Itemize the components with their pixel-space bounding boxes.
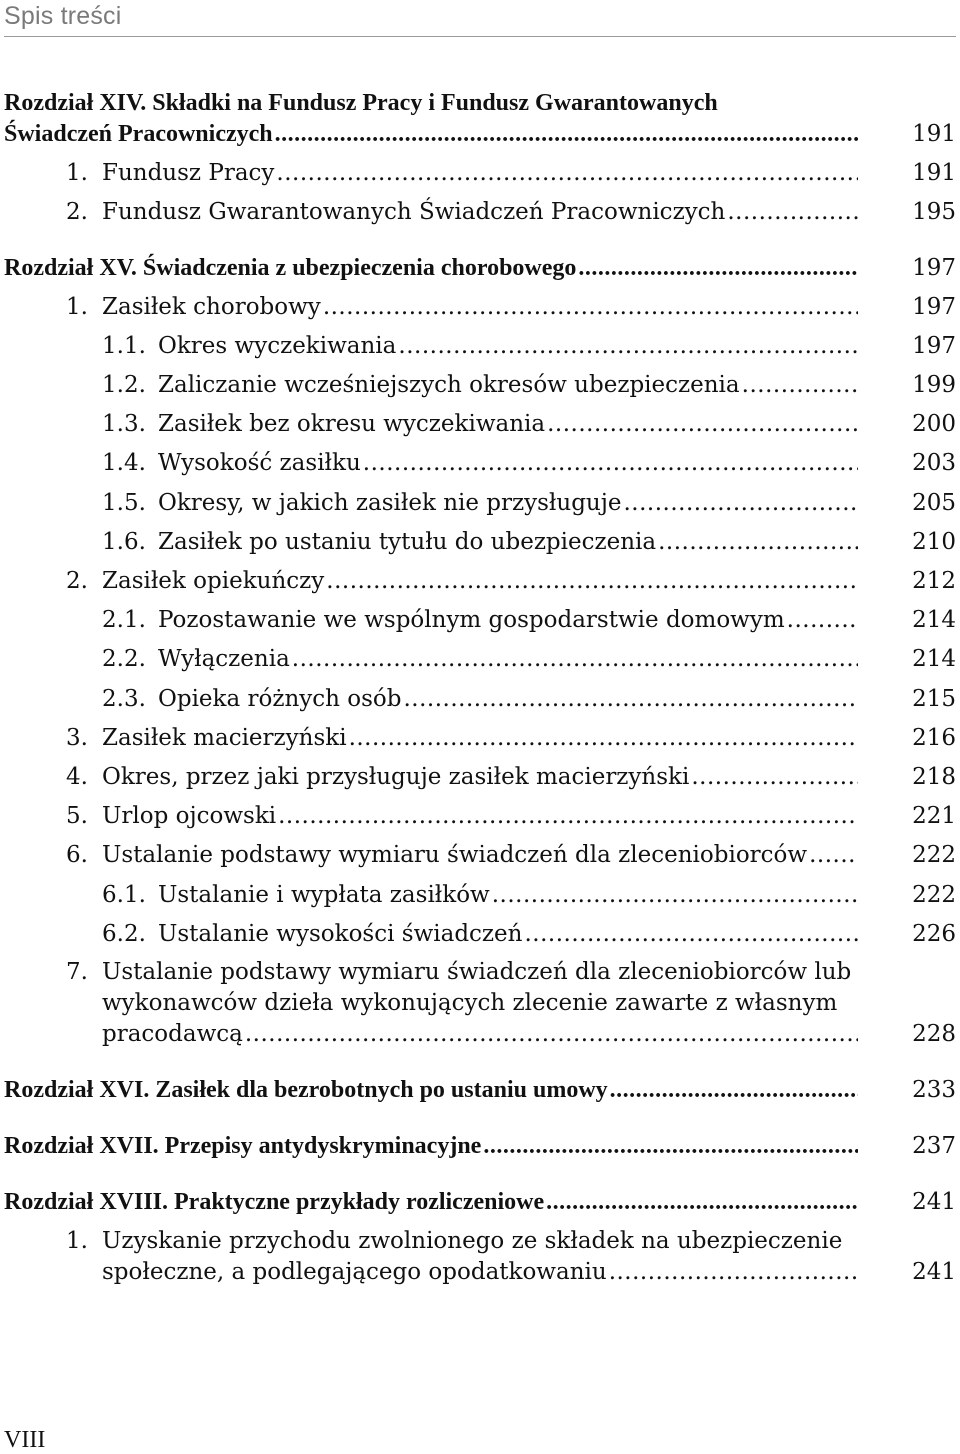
toc-entry-title: Świadczeń Pracowniczych [4,121,273,147]
toc-page-number: 214 [912,646,956,672]
toc-dot-leader [578,253,858,283]
toc-entry-title: Rozdział XVIII. Praktyczne przykłady rozliczeniowe [4,1189,545,1215]
toc-dot-leader [609,1257,858,1287]
toc-entry-title: Zasiłek opiekuńczy [102,568,325,594]
toc-dot-leader [524,919,858,949]
toc-page-number: 241 [912,1189,956,1215]
toc-dot-leader [326,566,858,596]
toc-entry-number: 5. [66,803,88,829]
toc-entry-title: wykonawców dzieła wykonujących zlecenie zawarte z własnym [102,990,838,1016]
toc-page-number: 215 [912,686,956,712]
toc-entry-number: 1.6. [102,529,146,555]
toc-entry-title: Rozdział XIV. Składki na Fundusz Pracy i Fundusz Gwarantowanych [4,90,718,116]
toc-entry-title: Opieka różnych osób [158,686,402,712]
toc-entry-title: Rozdział XVII. Przepisy antydyskryminacyjne [4,1133,482,1159]
toc-entry-number: 1.5. [102,490,146,516]
header-rule [4,36,956,37]
page-header-title: Spis treści [4,2,122,30]
toc-dot-leader [363,448,858,478]
toc-page-number: 210 [912,529,956,555]
toc-entry-number: 1. [66,1228,88,1254]
toc-entry-number: 1. [66,160,88,186]
toc-dot-leader [547,409,858,439]
toc-dot-leader [623,488,858,518]
toc-dot-leader [610,1075,858,1105]
toc-dot-leader [546,1187,858,1217]
toc-entry-title: Wyłączenia [158,646,290,672]
toc-page-number: 222 [912,842,956,868]
toc-entry-title: Pozostawanie we wspólnym gospodarstwie domowym [158,607,785,633]
toc-entry-title: Rozdział XV. Świadczenia z ubezpieczenia chorobowego [4,255,577,281]
toc-dot-leader [323,292,858,322]
toc-entry-number: 2. [66,199,88,225]
toc-entry-title: Ustalanie wysokości świadczeń [158,921,523,947]
toc-entry-title: pracodawcą [102,1021,243,1047]
toc-dot-leader [787,605,858,635]
toc-entry-title: Ustalanie podstawy wymiaru świadczeń dla zleceniobiorców lub [102,959,852,985]
toc-page-number: 214 [912,607,956,633]
toc-dot-leader [275,119,858,149]
toc-entry-number: 4. [66,764,88,790]
toc-dot-leader [278,801,858,831]
toc-page-number: 205 [912,490,956,516]
toc-entry-title: Ustalanie i wypłata zasiłków [158,882,490,908]
toc-dot-leader [292,644,858,674]
toc-page-number: 191 [912,121,956,147]
toc-entry-title: Rozdział XVI. Zasiłek dla bezrobotnych po ustaniu umowy [4,1077,608,1103]
toc-entry-number: 2.1. [102,607,146,633]
toc-dot-leader [727,197,858,227]
toc-entry-title: Zaliczanie wcześniejszych okresów ubezpieczenia [158,372,740,398]
toc-entry-title: Fundusz Pracy [102,160,275,186]
toc-entry-title: Ustalanie podstawy wymiaru świadczeń dla zleceniobiorców [102,842,808,868]
toc-entry-number: 2.3. [102,686,146,712]
toc-entry-title: Okresy, w jakich zasiłek nie przysługuje [158,490,622,516]
page-number: VIII [4,1427,46,1453]
toc-entry-title: Okres wyczekiwania [158,333,397,359]
toc-entry-title: Zasiłek chorobowy [102,294,321,320]
toc-entry-title: Zasiłek macierzyński [102,725,347,751]
toc-dot-leader [492,880,858,910]
toc-entry-title: Fundusz Gwarantowanych Świadczeń Pracowniczych [102,199,726,225]
toc-page-number: 233 [912,1077,956,1103]
toc-dot-leader [349,723,858,753]
toc-entry-title: Uzyskanie przychodu zwolnionego ze składek na ubezpieczenie [102,1228,843,1254]
toc-page-number: 203 [912,450,956,476]
toc-dot-leader [276,158,858,188]
toc-entry-title: Zasiłek bez okresu wyczekiwania [158,411,546,437]
toc-entry-number: 3. [66,725,88,751]
toc-dot-leader [658,527,858,557]
toc-entry-number: 1. [66,294,88,320]
toc-entry-number: 2. [66,568,88,594]
toc-entry-title: społeczne, a podlegającego opodatkowaniu [102,1259,607,1285]
toc-page-number: 222 [912,882,956,908]
toc-entry-number: 6.2. [102,921,146,947]
toc-entry-number: 2.2. [102,646,146,672]
toc-page-number: 237 [912,1133,956,1159]
toc-entry-title: Zasiłek po ustaniu tytułu do ubezpieczenia [158,529,657,555]
toc-entry-number: 6.1. [102,882,146,908]
toc-entry-title: Wysokość zasiłku [158,450,361,476]
toc-page-number: 199 [912,372,956,398]
toc-page-number: 200 [912,411,956,437]
toc-dot-leader [742,370,858,400]
toc-entry-title: Urlop ojcowski [102,803,277,829]
toc-entry-number: 1.3. [102,411,146,437]
toc-page-number: 195 [912,199,956,225]
toc-entry-number: 7. [66,959,88,985]
toc-page-number: 221 [912,803,956,829]
toc-page-number: 226 [912,921,956,947]
toc-page-number: 197 [912,255,956,281]
toc-entry-title: Okres, przez jaki przysługuje zasiłek macierzyński [102,764,690,790]
toc-page-number: 241 [912,1259,956,1285]
toc-entry-number: 1.2. [102,372,146,398]
toc-page-number: 191 [912,160,956,186]
toc-page-number: 197 [912,333,956,359]
toc-dot-leader [691,762,858,792]
toc-entry-number: 1.4. [102,450,146,476]
toc-page-number: 216 [912,725,956,751]
toc-dot-leader [809,840,858,870]
toc-dot-leader [483,1131,858,1161]
toc-page-number: 197 [912,294,956,320]
toc-entry-number: 6. [66,842,88,868]
toc-dot-leader [398,331,858,361]
toc-page-number: 212 [912,568,956,594]
toc-dot-leader [404,684,859,714]
toc-dot-leader [245,1019,858,1049]
toc-page-number: 228 [912,1021,956,1047]
toc-page-number: 218 [912,764,956,790]
toc-entry-number: 1.1. [102,333,146,359]
